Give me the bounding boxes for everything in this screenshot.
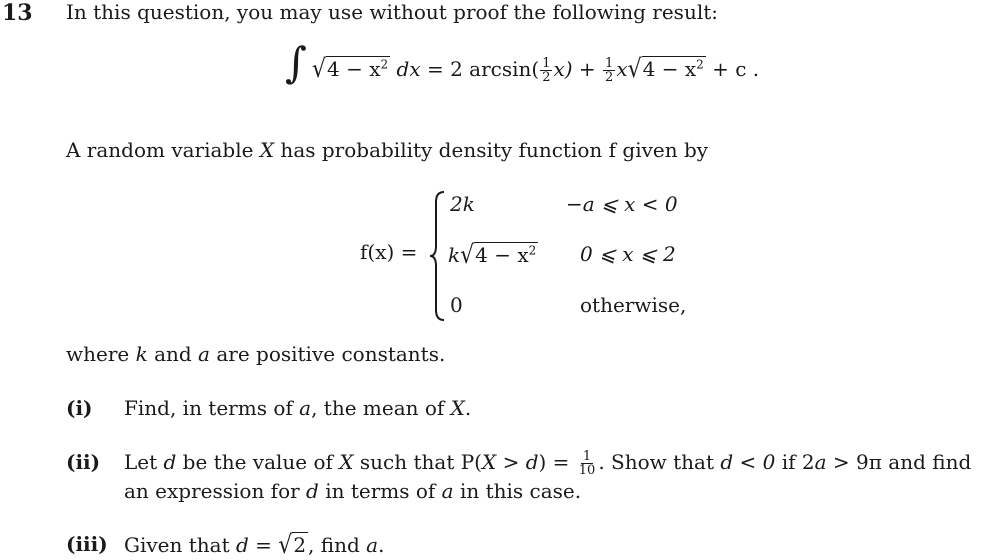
question-intro: In this question, you may use without proof the following result:: [66, 0, 719, 24]
part-iii-label: (iii): [66, 532, 108, 556]
integral-lhs: $√4 - x^2$ dx = 2 arcsin( $\frac{1}{2}$ x) + $\frac{1}{2}$ $x√4 - x^2 + c$ .: [312, 55, 760, 85]
pdf-brace: [428, 190, 448, 322]
part-i-label: (i): [66, 396, 93, 420]
part-i-text: Find, in terms of a, the mean of X.: [124, 396, 472, 420]
case-3-cond: otherwise,: [580, 293, 687, 317]
part-ii-line1: Let d be the value of X such that P(X > d) = $\frac{1}{10}$ . Show that d < 0 if 2a > 9π and find: [124, 449, 972, 478]
case-3-expr: 0: [450, 293, 463, 317]
pdf-intro: A random variable X has probability density function f given by: [66, 138, 709, 162]
integral-result: [0, 36, 984, 100]
case-2-expr: $k√4 - x^2$: [448, 241, 537, 270]
constants-statement: where k and a are positive constants.: [66, 342, 446, 366]
pdf-definition: [0, 180, 984, 330]
part-ii-label: (ii): [66, 450, 101, 474]
question-number: 13: [2, 0, 33, 26]
part-ii-line2: an expression for d in terms of a in this case.: [124, 479, 582, 503]
pdf-lhs: f(x) =: [360, 240, 418, 264]
case-2-cond: 0 ⩽ x ⩽ 2: [580, 242, 676, 266]
integral-sign: ∫: [285, 38, 307, 87]
case-1-cond: −a ⩽ x < 0: [566, 192, 678, 216]
case-1-expr: 2k: [450, 192, 475, 216]
part-iii-text: Given that d = √2 , find a.: [124, 531, 385, 560]
